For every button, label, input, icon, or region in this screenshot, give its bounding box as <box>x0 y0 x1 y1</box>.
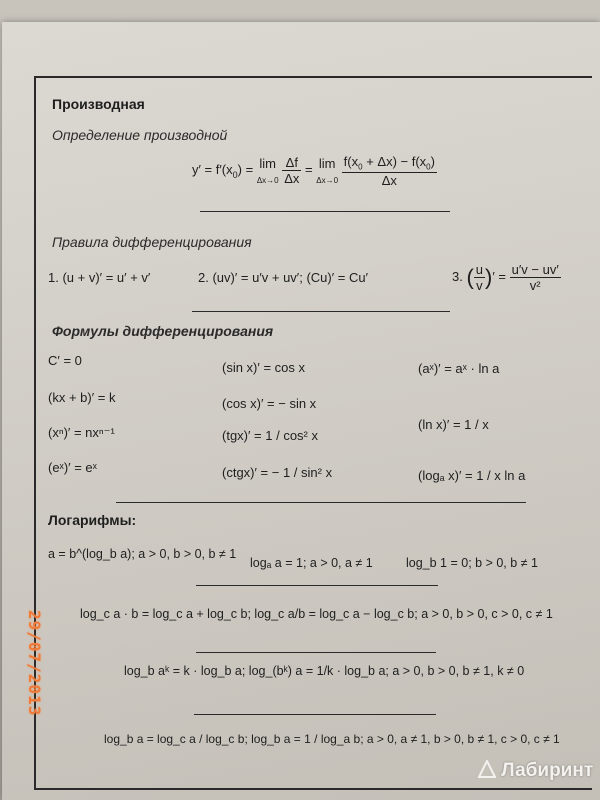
log-formula: logₐ a = 1; a > 0, a ≠ 1 <box>250 556 373 570</box>
formula-item: (eˣ)′ = eˣ <box>48 460 97 475</box>
date-stamp: 29/07/2013 <box>25 610 44 717</box>
rule-1: 1. (u + v)′ = u′ + v′ <box>48 270 151 285</box>
log-formula: log_b aᵏ = k · log_b a; log_(bᵏ) a = 1/k · log_b a; a > 0, b > 0, b ≠ 1, k ≠ 0 <box>124 664 525 678</box>
log-formula: log_b a = log_c a / log_c b; log_b a = 1 / log_a b; a > 0, a ≠ 1, b > 0, b ≠ 1, c > 0, c ≠ 1 <box>104 732 560 746</box>
labirint-logo <box>478 760 593 782</box>
log-formula: log_c a · b = log_c a + log_c b; log_c a/b = log_c a − log_c b; a > 0, b > 0, c > 0, c ≠ 1 <box>80 607 553 621</box>
separator <box>196 652 436 653</box>
formulas-heading: Формулы дифференцирования <box>52 323 274 339</box>
logs-heading: Логарифмы: <box>48 512 137 528</box>
rule-3-den-rhs: v² <box>529 278 541 293</box>
rule-3-den-lhs: v <box>476 278 483 293</box>
formula-item: (kx + b)′ = k <box>48 390 116 405</box>
logo-text: Лабиринт <box>501 760 594 781</box>
rules-heading: Правила дифференцирования <box>52 234 252 250</box>
separator <box>196 585 438 586</box>
formula-item: (cos x)′ = − sin x <box>222 396 317 411</box>
formula-item: (xⁿ)′ = nxⁿ⁻¹ <box>48 425 115 440</box>
rule-3-number: 3. <box>452 268 463 284</box>
rule-2: 2. (uv)′ = u′v + uv′; (Cu)′ = Cu′ <box>198 270 369 285</box>
logo-icon <box>478 760 496 778</box>
separator <box>192 311 450 312</box>
log-formula: a = b^(log_b a); a > 0, b > 0, b ≠ 1 <box>48 547 237 561</box>
formula-item: C′ = 0 <box>48 353 82 368</box>
separator <box>200 211 450 212</box>
formula-item: (sin x)′ = cos x <box>222 360 305 375</box>
rule-3-num-lhs: u <box>475 262 484 277</box>
rule-3: 3. ( $\frac{u}{v}$ )′ = $\frac{u'v - uv'}{\text{v²}}$ <box>452 262 559 293</box>
definition-heading: Определение производной <box>52 127 228 143</box>
formula-item: (aˣ)′ = aˣ · ln a <box>418 361 500 376</box>
log-formula: log_b 1 = 0; b > 0, b ≠ 1 <box>406 556 538 570</box>
page-title: Производная <box>52 96 145 112</box>
formula-item: (logₐ x)′ = 1 / x ln a <box>418 468 526 483</box>
formula-item: (ctgx)′ = − 1 / sin² x <box>222 465 333 480</box>
definition-formula: $y' = f'(x_0) = \lim$ Δx→0 $\frac{\Delta f}{\Delta x}$ = lim Δx→0 $\frac{f(x_0 + \Delta x) - f(x_0)}{\Delta x}$ <box>192 154 435 188</box>
formula-item: (ln x)′ = 1 / x <box>418 417 489 432</box>
formula-item: (tgx)′ = 1 / cos² x <box>222 428 318 443</box>
separator <box>194 714 436 715</box>
rule-3-num-rhs: u′v − uv′ <box>511 262 559 277</box>
separator <box>116 502 526 503</box>
